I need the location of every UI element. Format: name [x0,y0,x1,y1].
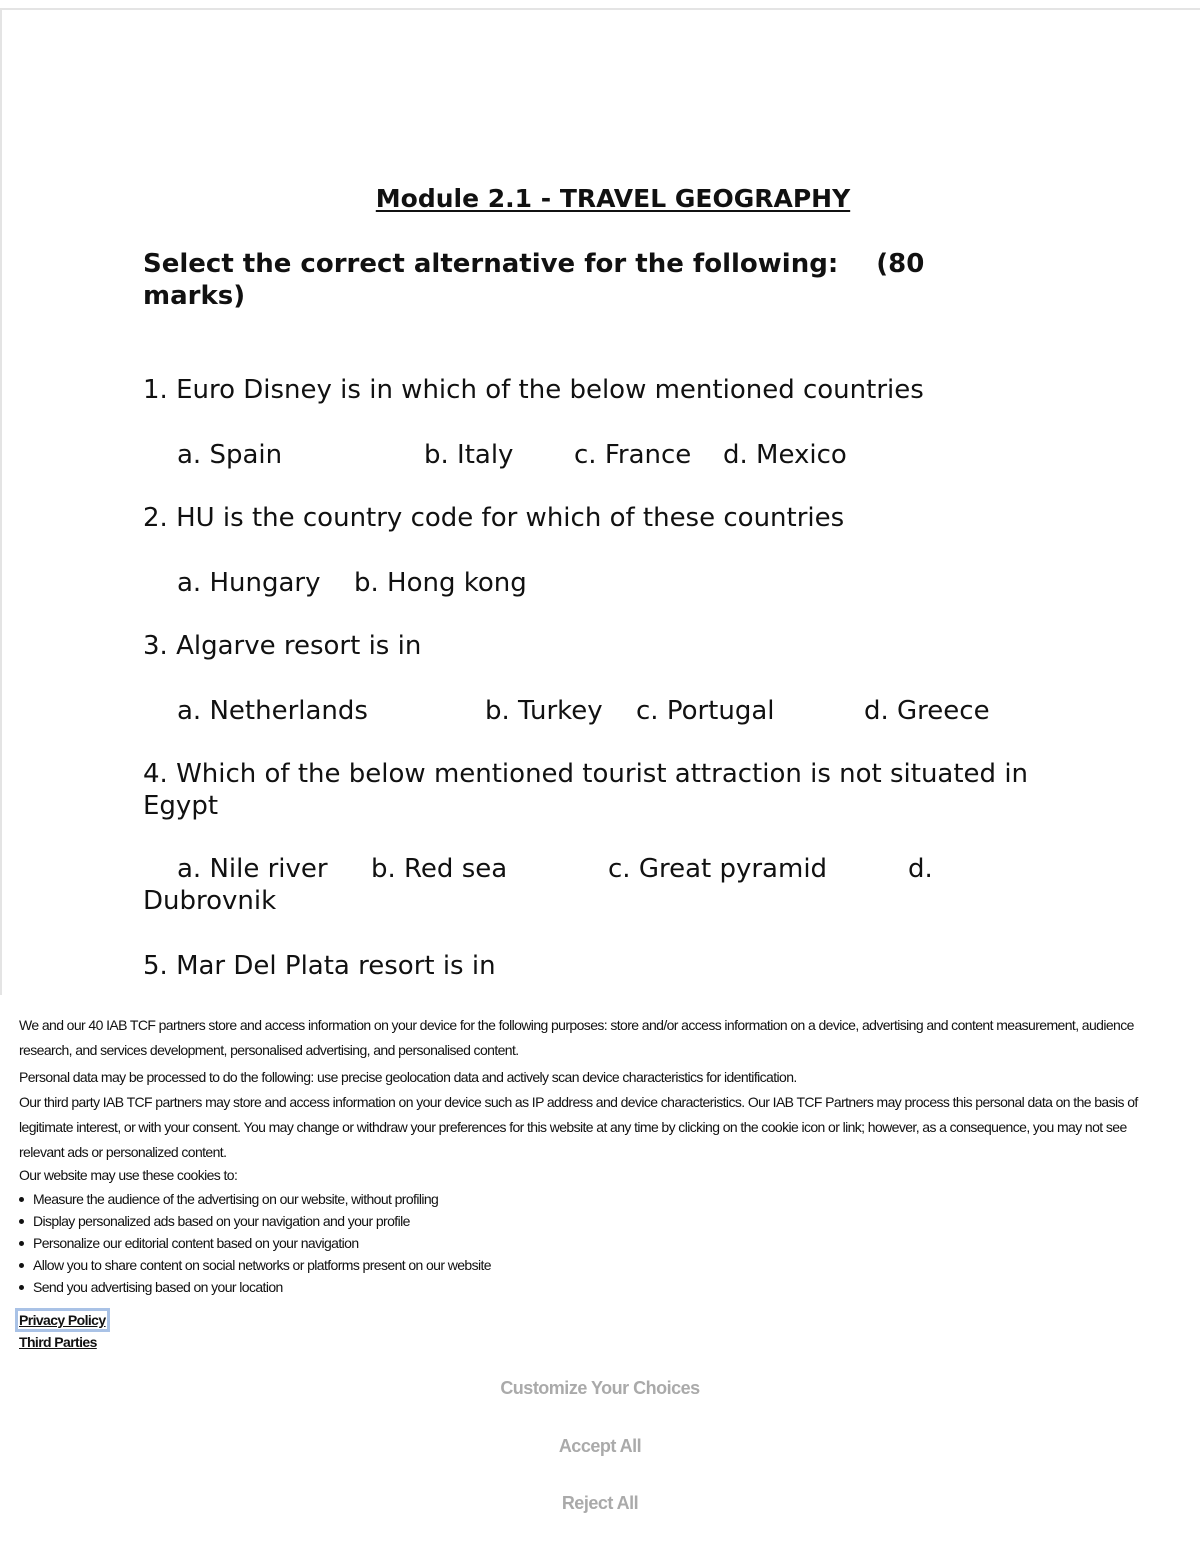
customize-choices-button[interactable]: Customize Your Choices [0,1378,1200,1399]
consent-paragraph-purposes: We and our 40 IAB TCF partners store and access information on your device for the following purposes: store and/or access information on a device, advertising and content measurement, audience research, and services development, personalised advertising, and personalised content. [19,1017,1134,1058]
document-title: Module 2.1 - TRAVEL GEOGRAPHY [375,184,851,213]
option-3b: b. Turkey [485,696,603,726]
cookie-use-item: Personalize our editorial content based on your navigation [19,1232,491,1254]
consent-paragraph-partners: Our third party IAB TCF partners may store and access information on your device such as IP address and device characteristics. Our IAB TCF Partners may process this personal data on the basis of legitimate interest, or with your consent. You may change or withdraw your preferences for this website at any time by clicking on the cookie icon or link; however, as a consequence, you may not see relevant ads or personalized content. [19,1094,1138,1160]
question-5: 5. Mar Del Plata resort is in [143,951,496,981]
question-1: 1. Euro Disney is in which of the below mentioned countries [143,375,924,405]
option-2a: a. Hungary [177,568,321,598]
option-2b: b. Hong kong [354,568,527,598]
instructions [143,248,1023,312]
option-1b: b. Italy [424,440,514,470]
cookie-uses-list [19,1188,491,1298]
question-4: 4. Which of the below mentioned tourist attraction is not situated in Egypt [143,759,1029,821]
cookie-use-item: Allow you to share content on social networks or platforms present on our website [19,1254,491,1276]
cookie-use-item: Measure the audience of the advertising on our website, without profiling [19,1188,491,1210]
privacy-policy-link[interactable]: Privacy Policy [19,1312,106,1328]
option-4a: a. Nile river [177,854,328,884]
option-4d-prefix: d. [908,854,933,884]
option-3c: c. Portugal [636,696,775,726]
question-4-options [143,853,1063,917]
option-4d-text: Dubrovnik [143,886,277,916]
option-3a: a. Netherlands [177,696,368,726]
option-1d: d. Mexico [723,440,847,470]
cookie-consent-banner [0,995,1200,1553]
option-1a: a. Spain [177,440,283,470]
consent-cookies-intro: Our website may use these cookies to: [19,1167,238,1183]
marks-label: (80 marks) [143,249,925,311]
instructions-text: Select the correct alternative for the following: [143,249,839,279]
option-1c: c. France [574,440,692,470]
option-3d: d. Greece [864,696,990,726]
reject-all-button[interactable]: Reject All [0,1493,1200,1514]
cookie-use-item: Send you advertising based on your location [19,1276,491,1298]
question-3: 3. Algarve resort is in [143,631,422,661]
question-2: 2. HU is the country code for which of these countries [143,503,845,533]
consent-paragraph-processing: Personal data may be processed to do the following: use precise geolocation data and actively scan device characteristics for identification. [19,1069,797,1085]
option-4c: c. Great pyramid [608,854,828,884]
third-parties-link[interactable]: Third Parties [19,1334,97,1350]
accept-all-button[interactable]: Accept All [0,1436,1200,1457]
option-4b: b. Red sea [371,854,508,884]
cookie-use-item: Display personalized ads based on your navigation and your profile [19,1210,491,1232]
